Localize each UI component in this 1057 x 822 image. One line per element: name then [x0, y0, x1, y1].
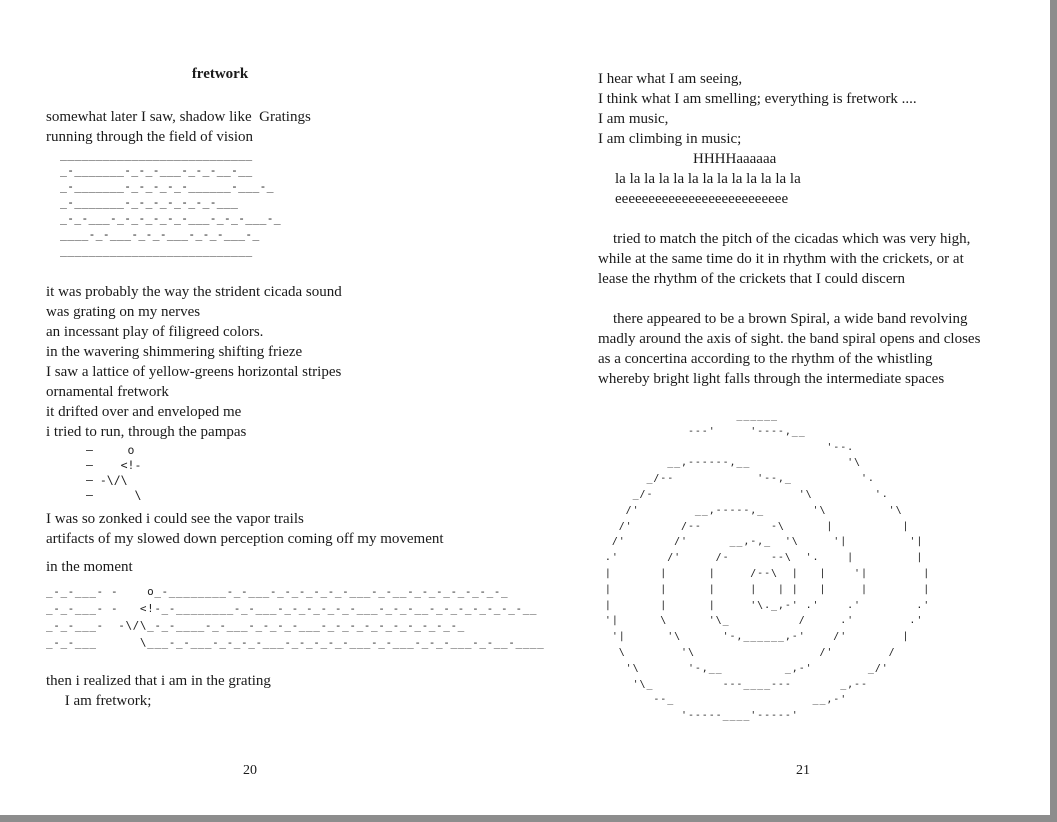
runner-ascii-art: – o – <!- – -\/\ – \	[86, 443, 142, 502]
poem-title: fretwork	[191, 66, 249, 82]
spiral-ascii-art: ______ ---' '----,__ '--. __,------,__ '\ _/-- '--,_ '. _/- '\ '. /' __,-----,_ '\ '\ /' /-- -\ | | /' /' __,-,_ '\ '| '| .' /' /- --\ '. | | | | | /--\ | | '| | | | | | | | | | | | | | '\._,-' .' .' .' '| \ '\_ / .' .' '| '\ '-,______,-' /' | \ '\ /' / '\ '-,__ _,-' _/' '\_ ---____--- _,-- --_ __,-' '-----____'-----'	[604, 410, 931, 722]
right-stanza-2: tried to match the pitch of the cicadas which was very high, while at the same time do it in rhythm with the crickets, or at lease the rhythm of the crickets that I could discern	[598, 231, 971, 287]
page-edge-shadow-bottom	[0, 815, 1057, 822]
left-stanza-2: it was probably the way the strident cicada sound was grating on my nerves an incessant play of filigreed colors. in the wavering shimmering shifting frieze I saw a lattice of yellow-greens horizontal stripes ornamental fretwork it drifted over and enveloped me i tried to run, through the pampas	[46, 284, 342, 440]
grating-ascii-art: ___________________________ _-_______-_-_-___-_-_-__-__ _-_______-_-_-_-_-______-___-_ _-_______-_-_-_-_-_-_-___ _-_-___-_-_-_-_-_-___-_-_-___-_ ____-_-___-_-_-___-_-_-___-_ ___________________________	[60, 147, 281, 257]
moment-ascii-art: _-_-___- - o_-________-_-___-_-_-_-_-_-___-_-__-_-_-_-_-_-_-_ _-_-___- - <!-_-________-_-___-_-_-_-_-_-___-_-_-__-_-_-_-_-_-_-__ _-_-___- -\/\_-_-____-_-___-_-_-_-___-_-_-_-_-_-_-_-_-_-_ _-_-___ \___-_-___-_-_-_-___-_-_-_-_-___-_-___-_-_-___-_-__-____	[46, 585, 545, 649]
left-stanza-1: somewhat later I saw, shadow like Gratings running through the field of vision	[46, 109, 311, 145]
right-stanza-1: I hear what I am seeing, I think what I am smelling; everything is fretwork .... I am music, I am climbing in music;	[598, 71, 917, 147]
chant-line-2: la la la la la la la la la la la la la	[615, 171, 801, 187]
page-number-left: 20	[243, 763, 257, 778]
left-stanza-4: then i realized that i am in the grating I am fretwork;	[46, 673, 271, 709]
page-number-right: 21	[796, 763, 810, 778]
page-edge-shadow-right	[1050, 0, 1057, 822]
chant-line-3: eeeeeeeeeeeeeeeeeeeeeeeeee	[615, 191, 789, 207]
moment-line: in the moment	[46, 559, 133, 575]
left-stanza-3: I was so zonked i could see the vapor trails artifacts of my slowed down perception coming off my movement	[46, 511, 444, 547]
chant-line-1: HHHHaaaaaa	[693, 151, 777, 167]
right-stanza-3: there appeared to be a brown Spiral, a wide band revolving madly around the axis of sight. the band spiral opens and closes as a concertina according to the rhythm of the whistling whereby bright light falls through the intermediate spaces	[598, 311, 981, 387]
